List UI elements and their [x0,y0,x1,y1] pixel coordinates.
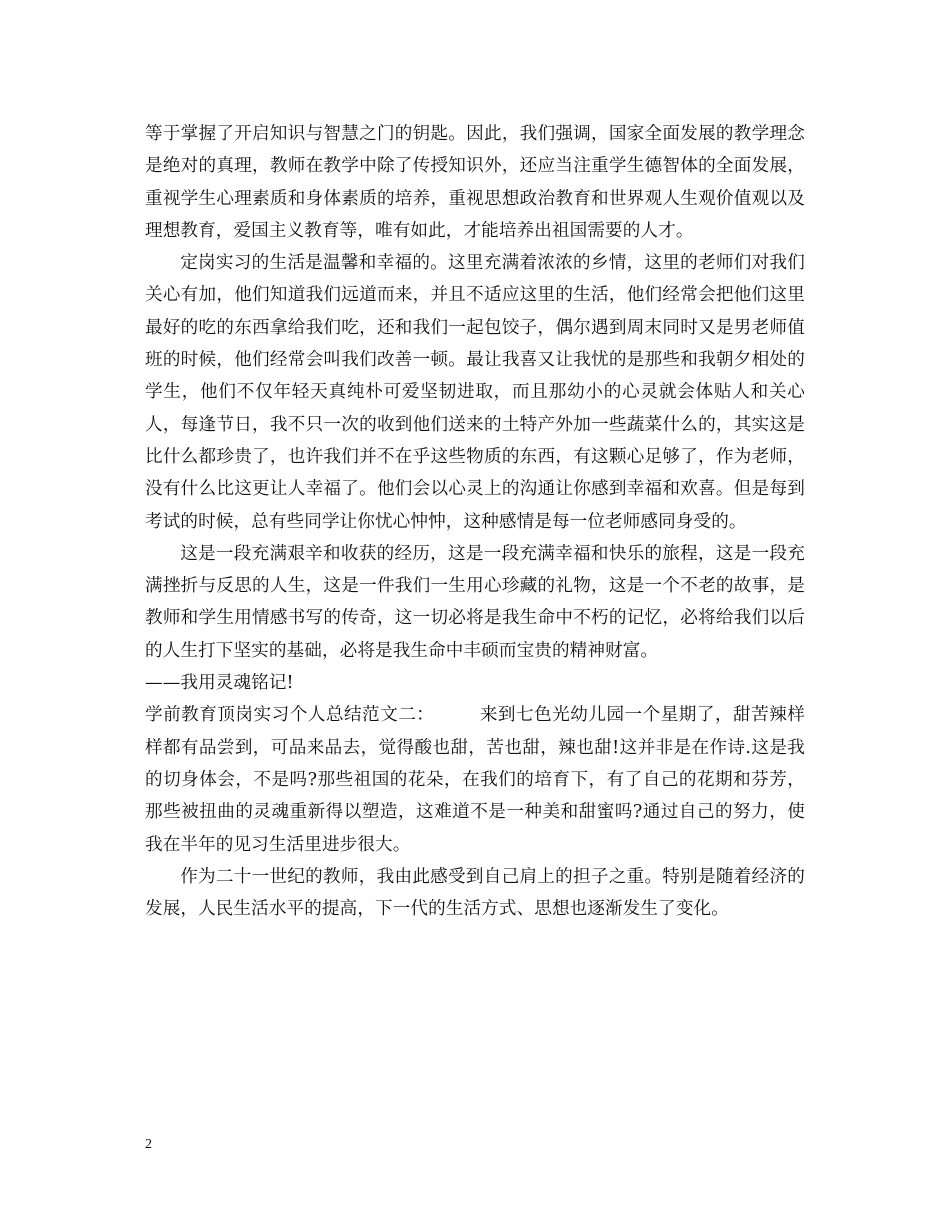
paragraph-experience: 这是一段充满艰辛和收获的经历，这是一段充满幸福和快乐的旅程，这是一段充满挫折与反思的人生，这是一件我们一生用心珍藏的礼物，这是一个不老的故事，是教师和学生用情感书写的传奇，这一切必将是我生命中不朽的记忆，必将给我们以后的人生打下坚实的基础，必将是我生命中丰硕而宝贵的精神财富。 [145,543,805,661]
document-body [145,118,805,925]
page-number: 2 [145,1137,152,1152]
paragraph-internship-life: 定岗实习的生活是温馨和幸福的。这里充满着浓浓的乡情，这里的老师们对我们关心有加，他们知道我们远道而来，并且不适应这里的生活，他们经常会把他们这里最好的吃的东西拿给我们吃，还和我们一起包饺子，偶尔遇到周末同时又是男老师值班的时候，他们经常会叫我们改善一顿。最让我喜又让我忧的是那些和我朝夕相处的学生，他们不仅年轻天真纯朴可爱坚韧进取，而且那幼小的心灵就会体贴人和关心人，每逢节日，我不只一次的收到他们送来的土特产外加一些蔬菜什么的，其实这是比什么都珍贵了，也许我们并不在乎这些物质的东西，有这颗心足够了，作为老师，没有什么比这更让人幸福了。他们会以心灵上的沟通让你感到幸福和欢喜。但是每到考试的时候，总有些同学让你忧心忡忡，这种感情是每一位老师感同身受的。 [145,253,805,532]
paragraph-closing-line: ——我用灵魂铭记! [145,673,294,694]
paragraph-sample-two: 学前教育顶岗实习个人总结范文二： 来到七色光幼儿园一个星期了，甜苦辣样样都有品尝到，可品来品去，觉得酸也甜，苦也甜，辣也甜!这并非是在作诗.这是我的切身体会，不是吗?那些祖国的花朵，在我们的培育下，有了自己的花期和芬芳，那些被扭曲的灵魂重新得以塑造，这难道不是一种美和甜蜜吗?通过自己的努力，使我在半年的见习生活里进步很大。 [145,705,805,855]
paragraph-teacher-responsibility: 作为二十一世纪的教师，我由此感受到自己肩上的担子之重。特别是随着经济的发展，人民生活水平的提高，下一代的生活方式、思想也逐渐发生了变化。 [145,866,805,920]
paragraph-continuation: 等于掌握了开启知识与智慧之门的钥匙。因此，我们强调，国家全面发展的教学理念是绝对的真理，教师在教学中除了传授知识外，还应当注重学生德智体的全面发展，重视学生心理素质和身体素质的培养，重视思想政治教育和世界观人生观价值观以及理想教育，爱国主义教育等，唯有如此，才能培养出祖国需要的人才。 [145,124,805,241]
